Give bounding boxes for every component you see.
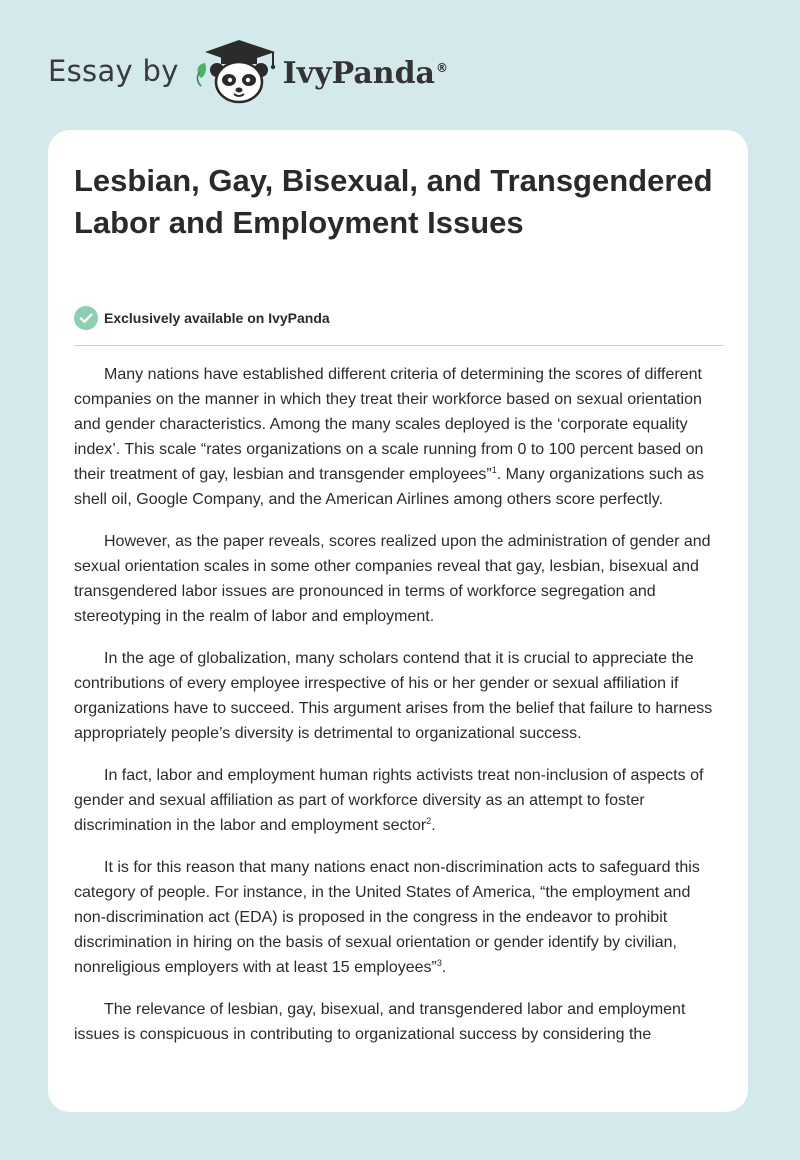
site-header (48, 36, 448, 106)
panda-logo-icon[interactable] (193, 36, 279, 106)
paragraph: In the age of globalization, many scholars contend that it is crucial to appreciate the contributions of every employee irrespective of his or her gender or sexual affiliation if organizations have to succeed. This argument arises from the belief that failure to harness appropriately people’s diversity is detrimental to organizational success. (74, 650, 713, 742)
footnote-ref[interactable]: 3 (436, 958, 442, 968)
footnote-ref[interactable]: 1 (491, 465, 497, 475)
paragraph: It is for this reason that many nations enact non-discrimination acts to safeguard this category of people. For instance, in the United States of America, “the employment and non-discrimination act (EDA) is proposed in the congress in the endeavor to prohibit discrimination in hiring on the basis of sexual orientation or gender identify by civilian, nonreligious employers with at least 15 employees”$^3$. (74, 859, 700, 976)
essay-by-label: Essay by (48, 54, 179, 88)
check-circle-icon (74, 306, 98, 330)
footnote-ref[interactable]: 2 (426, 816, 432, 826)
exclusive-badge-label: Exclusively available on IvyPanda (104, 310, 330, 326)
article-card (48, 130, 748, 1112)
exclusive-badge (74, 306, 330, 330)
paragraph: Many nations have established different criteria of determining the scores of different companies on the manner in which they treat their workforce based on sexual orientation and gender characteristics. Among the many scales deployed is the ‘corporate equality index’. This scale “rates organizations on a scale running from 0 to 100 percent based on their treatment of gay, lesbian and transgender employees”$^1$. Many organizations such as shell oil, Google Company, and the American Airlines among others score perfectly. (74, 366, 704, 508)
brand-name[interactable]: IvyPanda® (282, 55, 448, 91)
paragraph: In fact, labor and employment human rights activists treat non-inclusion of aspects of gender and sexual affiliation as part of workforce diversity as an attempt to foster discrimination in the labor and employment sector$^2$. (74, 767, 704, 834)
registered-mark: ® (436, 60, 448, 75)
article-body (74, 362, 724, 1064)
paragraph: The relevance of lesbian, gay, bisexual, and transgendered labor and employment issues is conspicuous in contributing to organizational success by considering the (74, 1001, 686, 1043)
divider (74, 345, 724, 346)
paragraph: However, as the paper reveals, scores realized upon the administration of gender and sexual orientation scales in some other companies reveal that gay, lesbian, bisexual and transgendered labor issues are pronounced in terms of workforce segregation and stereotyping in the realm of labor and employment. (74, 533, 711, 625)
article-title: Lesbian, Gay, Bisexual, and Transgendered Labor and Employment Issues (74, 163, 713, 240)
